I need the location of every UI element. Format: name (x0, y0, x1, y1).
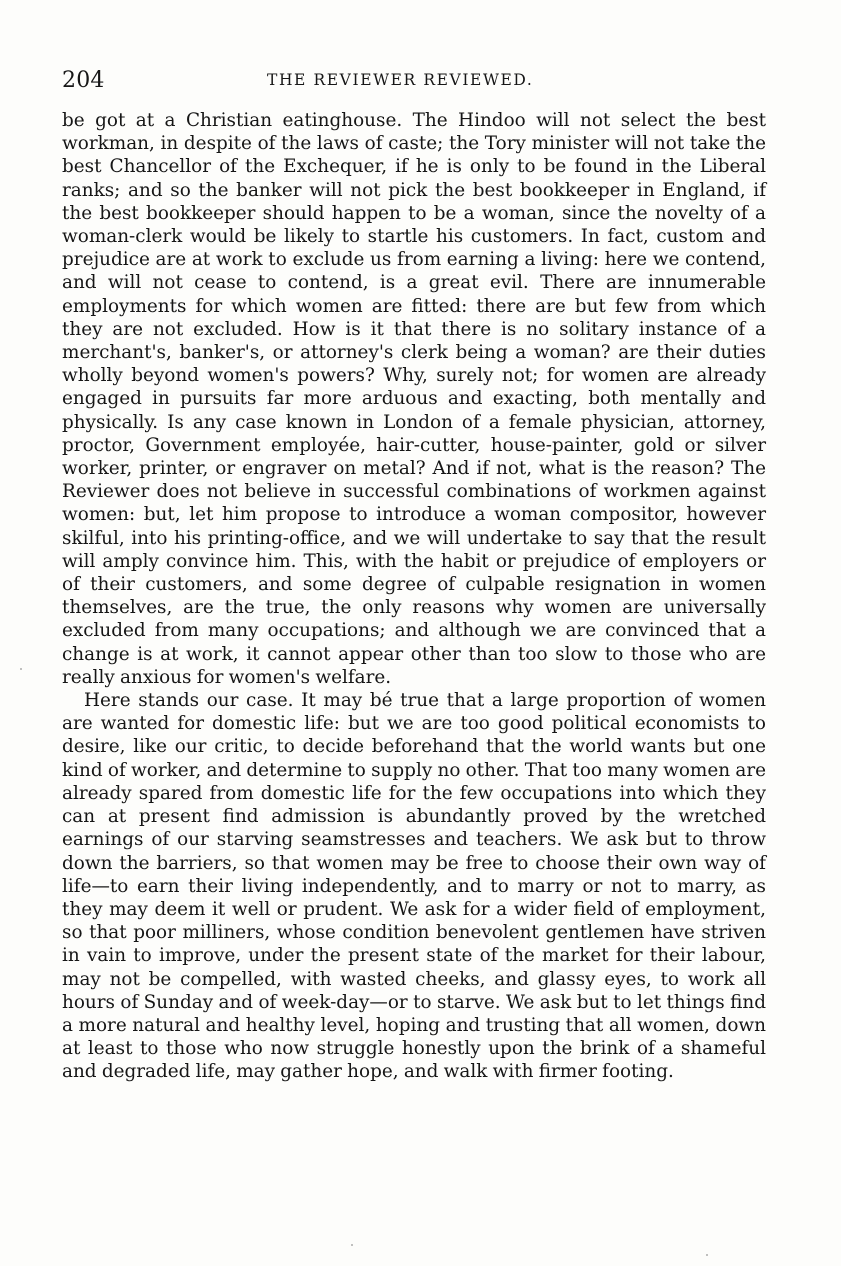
body-text (62, 109, 766, 1084)
running-title: THE REVIEWER REVIEWED. (267, 71, 534, 89)
page-header (62, 68, 766, 98)
paper-speck (351, 1244, 353, 1246)
paper-speck (20, 668, 22, 670)
page-number: 204 (62, 68, 105, 93)
paragraph-1: be got at a Christian eatinghouse. The Hindoo will not select the best workman, in despite of the laws of caste; the Tory minister will not take the best Chancellor of the Exchequer, if he is only to be found in the Liberal ranks; and so the banker will not pick the best bookkeeper in England, if the best bookkeeper should happen to be a woman, since the novelty of a woman-clerk would be likely to startle his customers. In fact, custom and prejudice are at work to exclude us from earning a living: here we contend, and will not cease to contend, is a great evil. There are innumerable employments for which women are fitted: there are but few from which they are not excluded. How is it that there is no solitary instance of a merchant's, banker's, or attorney's clerk being a woman? are their duties wholly beyond women's powers? Why, surely not; for women are already engaged in pursuits far more arduous and exacting, both mentally and physically. Is any case known in London of a female physician, attorney, proctor, Government employée, hair-cutter, house-painter, gold or silver worker, printer, or engraver on metal? And if not, what is the reason? The Reviewer does not believe in successful combinations of workmen against women: but, let him propose to introduce a woman compositor, however skilful, into his printing-office, and we will undertake to say that the result will amply convince him. This, with the habit or prejudice of employers or of their customers, and some degree of culpable resignation in women themselves, are the true, the only reasons why women are universally excluded from many occupations; and although we are convinced that a change is at work, it cannot appear other than too slow to those who are really anxious for women's welfare. (62, 110, 766, 688)
paragraph-2: Here stands our case. It may bé true that a large proportion of women are wanted for domestic life: but we are too good political economists to desire, like our critic, to decide beforehand that the world wants but one kind of worker, and determine to supply no other. That too many women are already spared from domestic life for the few occupations into which they can at present find admission is abundantly proved by the wretched earnings of our starving seamstresses and teachers. We ask but to throw down the barriers, so that women may be free to choose their own way of life—to earn their living independently, and to marry or not to marry, as they may deem it well or prudent. We ask for a wider field of employment, so that poor milliners, whose condition benevolent gentlemen have striven in vain to improve, under the present state of the market for their labour, may not be compelled, with wasted cheeks, and glassy eyes, to work all hours of Sunday and of week-day—or to starve. We ask but to let things find a more natural and healthy level, hoping and trusting that all women, down at least to those who now struggle honestly upon the brink of a shameful and degraded life, may gather hope, and walk with firmer footing. (62, 690, 766, 1083)
paper-speck (706, 1254, 708, 1256)
